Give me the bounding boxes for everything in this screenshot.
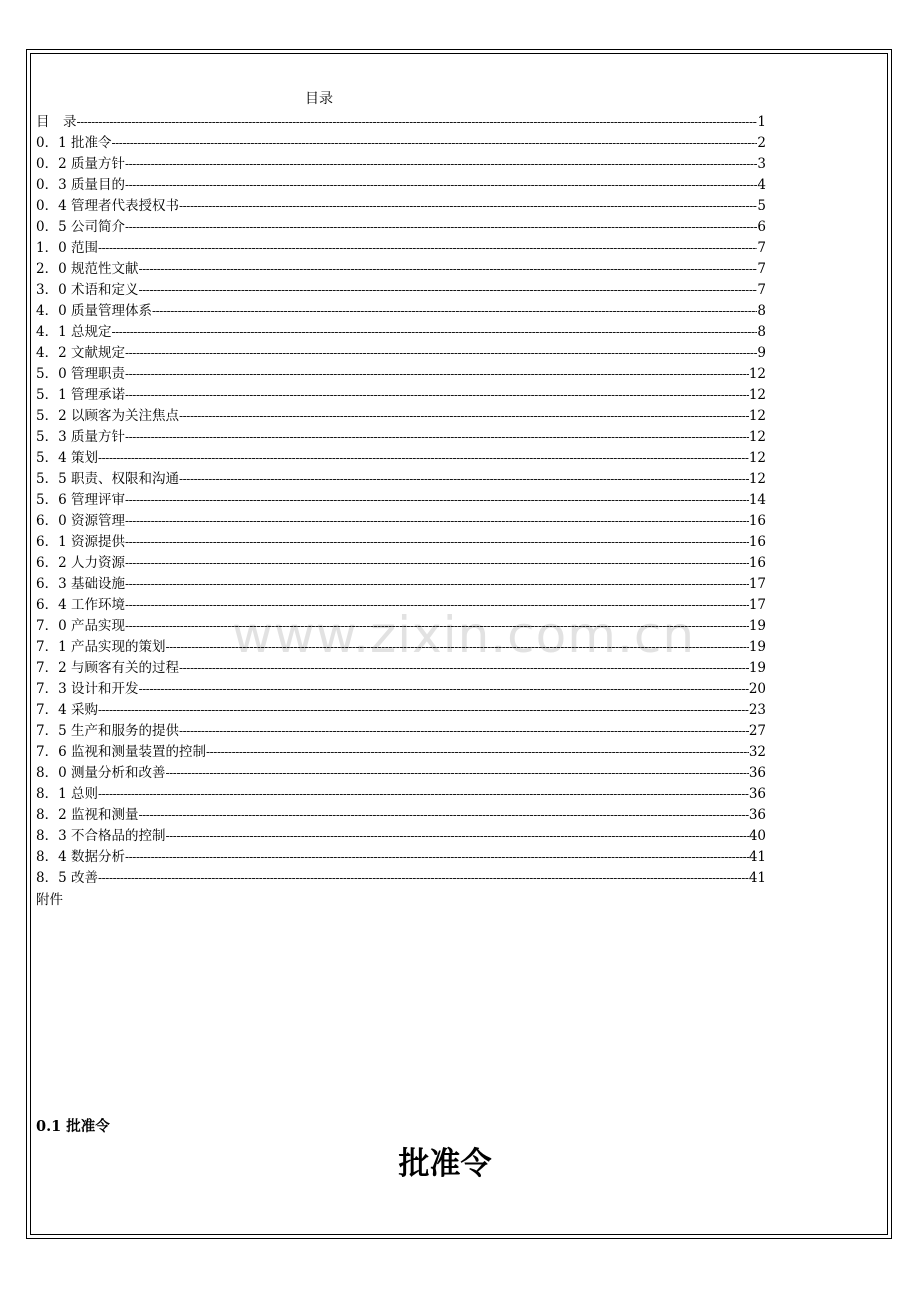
toc-entry-title: 6．0 资源管理 [36,513,125,529]
toc-entry[interactable] [36,196,766,217]
document-title: 批准令 [398,1146,492,1182]
toc-entry-page: 3 [757,156,766,172]
toc-leader [206,742,749,763]
toc-leader [111,322,757,343]
toc-leader [125,427,749,448]
toc-entry-title: 0．4 管理者代表授权书 [36,198,179,214]
toc-entry-title: 5．2 以顾客为关注焦点 [36,408,179,424]
toc-entry-page: 12 [748,450,766,466]
toc-entry[interactable] [36,784,766,805]
toc-entry-title: 8．5 改善 [36,870,98,886]
toc-entry[interactable] [36,700,766,721]
toc-entry[interactable] [36,154,766,175]
toc-entry[interactable] [36,238,766,259]
toc-entry-title: 6．4 工作环境 [36,597,125,613]
toc-leader [165,637,748,658]
toc-entry-title: 4．2 文献规定 [36,345,125,361]
toc-entry-title: 0．2 质量方针 [36,156,125,172]
toc-entry[interactable] [36,868,766,889]
toc-leader [179,658,749,679]
toc-entry[interactable] [36,301,766,322]
toc-entry-title: 8．4 数据分析 [36,849,125,865]
toc-leader [98,448,749,469]
toc-entry-page: 23 [748,702,766,718]
toc-entry-page: 9 [757,345,766,361]
toc-entry[interactable] [36,679,766,700]
toc-entry-title: 8．1 总则 [36,786,98,802]
toc-entry-page: 36 [748,786,766,802]
toc-entry-title: 5．5 职责、权限和沟通 [36,471,179,487]
toc-entry-page: 7 [757,261,766,277]
toc-entry[interactable] [36,805,766,826]
toc-entry-page: 16 [748,555,766,571]
toc-entry-title: 2．0 规范性文献 [36,261,139,277]
toc-entry-page: 8 [757,303,766,319]
toc-entry-title: 7．3 设计和开发 [36,681,139,697]
toc-entry-title: 6．3 基础设施 [36,576,125,592]
toc-entry-page: 40 [748,828,766,844]
toc-entry[interactable] [36,826,766,847]
toc-entry-page: 12 [748,471,766,487]
toc-leader [98,238,757,259]
toc-entry-page: 12 [748,366,766,382]
toc-entry-page: 1 [757,114,766,130]
toc-entry[interactable] [36,448,766,469]
toc-entry[interactable] [36,175,766,196]
toc-entry[interactable] [36,511,766,532]
toc-entry-page: 19 [748,618,766,634]
toc-leader [125,154,757,175]
watermark: www.zixin.com.cn [232,606,696,664]
toc-entry-title: 7．0 产品实现 [36,618,125,634]
toc-entry[interactable] [36,637,766,658]
toc-entry[interactable] [36,658,766,679]
toc-entry-title: 7．5 生产和服务的提供 [36,723,179,739]
toc-entry-title: 4．0 质量管理体系 [36,303,152,319]
toc-entry[interactable] [36,112,766,133]
toc-entry-title: 0．5 公司简介 [36,219,125,235]
toc-entry-title: 8．3 不合格品的控制 [36,828,166,844]
toc-entry[interactable] [36,217,766,238]
toc-entry-page: 41 [748,849,766,865]
toc-entry-page: 19 [748,660,766,676]
toc-leader [125,175,757,196]
toc-entry-page: 32 [748,744,766,760]
toc-entry[interactable] [36,721,766,742]
toc-leader [165,826,748,847]
table-of-contents [36,112,766,889]
toc-entry[interactable] [36,427,766,448]
toc-leader [111,133,757,154]
toc-entry-title: 5．3 质量方针 [36,429,125,445]
toc-entry-page: 17 [748,597,766,613]
toc-leader [138,805,748,826]
toc-entry-page: 36 [748,807,766,823]
toc-entry-title: 7．4 采购 [36,702,98,718]
toc-entry-page: 36 [748,765,766,781]
toc-leader [125,553,749,574]
toc-entry-page: 19 [748,639,766,655]
toc-entry[interactable] [36,553,766,574]
toc-leader [125,532,749,553]
toc-leader [98,784,749,805]
toc-entry-title: 8．0 测量分析和改善 [36,765,166,781]
toc-entry-page: 41 [748,870,766,886]
toc-entry-page: 6 [757,219,766,235]
toc-leader [138,259,757,280]
toc-entry-page: 7 [757,240,766,256]
toc-entry[interactable] [36,364,766,385]
toc-entry[interactable] [36,259,766,280]
toc-entry-title: 0．1 批准令 [36,135,112,151]
toc-leader [125,574,749,595]
toc-entry-title: 目 录 [36,114,77,130]
toc-entry[interactable] [36,490,766,511]
toc-entry-page: 7 [757,282,766,298]
toc-leader [125,616,749,637]
toc-leader [98,700,749,721]
toc-entry[interactable] [36,742,766,763]
toc-entry-page: 12 [748,429,766,445]
toc-leader [125,343,757,364]
toc-entry-page: 14 [748,492,766,508]
toc-entry[interactable] [36,847,766,868]
toc-leader [138,280,757,301]
toc-entry-page: 12 [748,408,766,424]
toc-entry-page: 4 [757,177,766,193]
toc-entry[interactable] [36,406,766,427]
toc-entry[interactable] [36,280,766,301]
toc-entry[interactable] [36,133,766,154]
toc-entry[interactable] [36,763,766,784]
toc-entry-title: 6．1 资源提供 [36,534,125,550]
toc-entry-title: 5．4 策划 [36,450,98,466]
toc-entry-title: 5．0 管理职责 [36,366,125,382]
toc-leader [179,469,749,490]
toc-leader [125,511,749,532]
toc-entry[interactable] [36,616,766,637]
toc-leader [138,679,748,700]
toc-leader [77,112,758,133]
toc-appendix: 附件 [36,892,63,908]
toc-leader [125,595,749,616]
toc-entry-title: 7．2 与顾客有关的过程 [36,660,179,676]
toc-leader [152,301,757,322]
toc-entry[interactable] [36,322,766,343]
toc-leader [179,196,757,217]
toc-entry-page: 20 [748,681,766,697]
toc-entry-title: 0．3 质量目的 [36,177,125,193]
toc-entry-page: 27 [748,723,766,739]
toc-entry[interactable] [36,469,766,490]
toc-leader [125,217,757,238]
toc-entry-title: 5．6 管理评审 [36,492,125,508]
section-heading: 0.1 批准令 [36,1118,110,1135]
toc-entry[interactable] [36,385,766,406]
toc-entry-page: 12 [748,387,766,403]
toc-leader [125,490,749,511]
toc-entry-title: 1．0 范围 [36,240,98,256]
toc-entry-title: 8．2 监视和测量 [36,807,139,823]
toc-entry-title: 4．1 总规定 [36,324,112,340]
toc-leader [125,385,749,406]
toc-entry-page: 16 [748,513,766,529]
toc-leader [165,763,748,784]
toc-entry-title: 7．6 监视和测量装置的控制 [36,744,206,760]
toc-leader [179,406,749,427]
toc-entry-title: 6．2 人力资源 [36,555,125,571]
toc-entry-page: 8 [757,324,766,340]
toc-entry-page: 5 [757,198,766,214]
toc-entry[interactable] [36,532,766,553]
toc-leader [179,721,749,742]
toc-entry-title: 3．0 术语和定义 [36,282,139,298]
toc-entry[interactable] [36,595,766,616]
toc-entry[interactable] [36,574,766,595]
toc-leader [98,868,749,889]
toc-entry-title: 7．1 产品实现的策划 [36,639,166,655]
toc-entry-page: 2 [757,135,766,151]
toc-entry-page: 17 [748,576,766,592]
toc-title: 目录 [305,91,333,107]
toc-leader [125,847,749,868]
toc-entry[interactable] [36,343,766,364]
toc-leader [125,364,749,385]
toc-entry-title: 5．1 管理承诺 [36,387,125,403]
toc-entry-page: 16 [748,534,766,550]
